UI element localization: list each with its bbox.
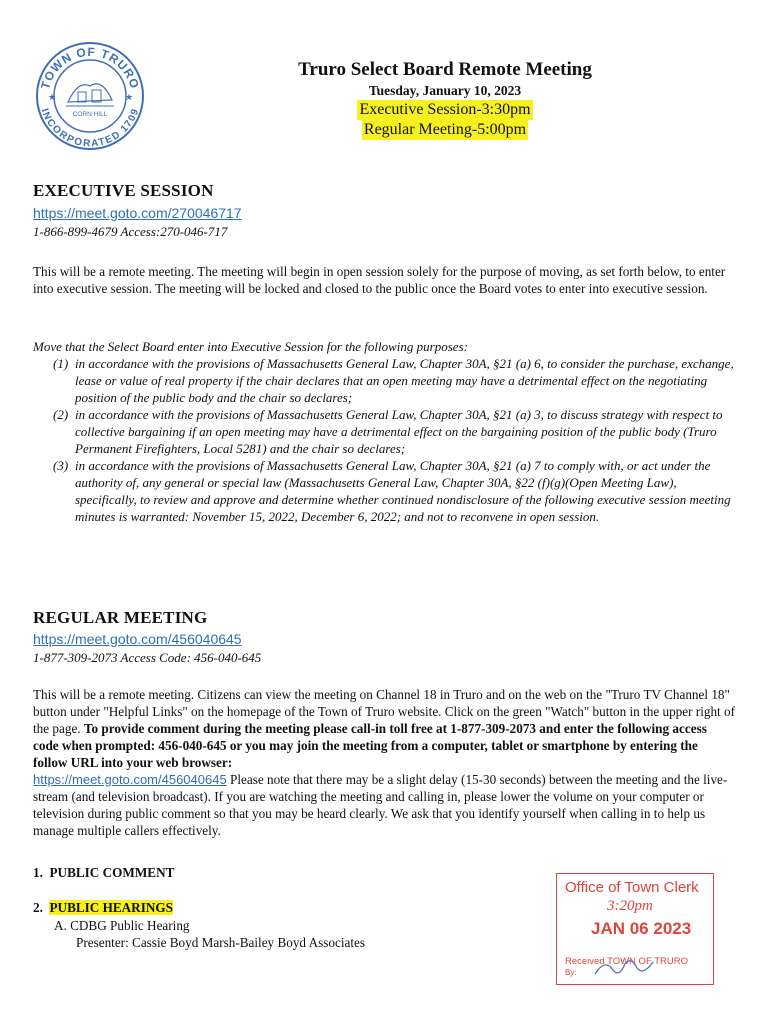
- town-seal: [34, 40, 146, 152]
- regular-meeting-heading: REGULAR MEETING: [33, 608, 208, 627]
- purpose-item: (3) in accordance with the provisions of Massachusetts General Law, Chapter 30A, §21 (a) 7 to comply with, or act under the authority of, any general or special law (Massachusetts General Law, Chapter 30A, §22 (f)(g)(Open Meeting Law), specifically, to review and approve and determine whether continued nondisclosure of the following executive session meeting minutes is warranted: November 15, 2022, December 6, 2022; and not to reconvene in open session.: [53, 458, 731, 524]
- executive-session-link[interactable]: https://meet.goto.com/270046717: [33, 205, 242, 221]
- meeting-date: Tuesday, January 10, 2023: [368, 83, 522, 98]
- stamp-received: Received TOWN OF TRURO: [565, 956, 688, 967]
- received-stamp: [556, 873, 714, 985]
- stamp-time: 3:20pm: [607, 898, 653, 914]
- agenda-item-public-comment: 1. PUBLIC COMMENT: [33, 865, 175, 880]
- page-title: Truro Select Board Remote Meeting: [298, 59, 592, 80]
- stamp-office: Office of Town Clerk: [565, 879, 699, 896]
- executive-session-heading: EXECUTIVE SESSION: [33, 181, 214, 200]
- web-join-link[interactable]: https://meet.goto.com/456040645: [33, 772, 227, 787]
- executive-session-phone: 1-866-899-4679 Access:270-046-717: [33, 224, 228, 239]
- regular-meeting-instructions: [33, 686, 735, 839]
- seal-inner-text: CORN HILL: [72, 111, 108, 118]
- title-block: [230, 58, 660, 140]
- agenda-presenter: Presenter: Cassie Boyd Marsh-Bailey Boyd Associates: [76, 935, 365, 950]
- regular-meeting-link[interactable]: https://meet.goto.com/456040645: [33, 631, 242, 647]
- agenda-item-public-hearings: 2. PUBLIC HEARINGS: [33, 900, 173, 915]
- exec-session-time: Executive Session-3:30pm: [359, 101, 531, 118]
- move-statement: Move that the Select Board enter into Executive Session for the following purposes:: [33, 339, 468, 354]
- agenda-subitem-cdbg: A. CDBG Public Hearing: [54, 918, 190, 933]
- executive-intro: This will be a remote meeting. The meeting will begin in open session solely for the purpose of moving, as set forth below, to enter into executive session. The meeting will be locked and closed to the public once the Board votes to enter into executive session.: [33, 264, 726, 296]
- purpose-item: (1) in accordance with the provisions of Massachusetts General Law, Chapter 30A, §21 (a) 6, to consider the purchase, exchange, lease or value of real property if the chair declares that an open meeting may have a detrimental effect on the negotiating position of the public body and the chair so declares;: [53, 356, 734, 405]
- instructions-text: This will be a remote meeting. Citizens can view the meeting on Channel 18 in Truro and on the web on the "Truro TV Channel 18" button under "Helpful Links" on the homepage of the Town of Truro website. Click on the green "Watch" button in the upper right of the page.: [33, 687, 735, 736]
- call-in-instructions: To provide comment during the meeting please call-in toll free at 1-877-309-2073 and enter the following access code when prompted: 456-040-645 or you may join the meeting from a computer, tablet or smartphone by entering the follow URL into your web browser:: [33, 721, 707, 770]
- regular-meeting-phone: 1-877-309-2073 Access Code: 456-040-645: [33, 650, 262, 665]
- svg-text:★: ★: [125, 93, 134, 103]
- seal-top-text: TOWN OF TRURO: [38, 44, 142, 91]
- stamp-date: JAN 06 2023: [591, 919, 692, 938]
- regular-meeting-time: Regular Meeting-5:00pm: [363, 121, 527, 138]
- executive-purposes: [33, 338, 738, 525]
- stamp-signature: [591, 954, 661, 980]
- svg-text:★: ★: [48, 93, 57, 103]
- stamp-by: By:: [565, 968, 577, 977]
- delay-note: Please note that there may be a slight delay (15-30 seconds) between the meeting and the live-stream (and television broadcast). If you are watching the meeting and calling in, please lower the volume on your computer or television during public comment so that you may be heard clearly. We ask that you identify yourself when calling in to help us manage multiple callers effectively.: [33, 772, 728, 838]
- purpose-item: (2) in accordance with the provisions of Massachusetts General Law, Chapter 30A, §21 (a) 3, to discuss strategy with respect to collective bargaining if an open meeting may have a detrimental effect on the bargaining position of the public body (Truro Permanent Firefighters, Local 5281) and the chair so declares;: [53, 407, 723, 456]
- seal-bottom-text: INCORPORATED 1709: [38, 107, 142, 150]
